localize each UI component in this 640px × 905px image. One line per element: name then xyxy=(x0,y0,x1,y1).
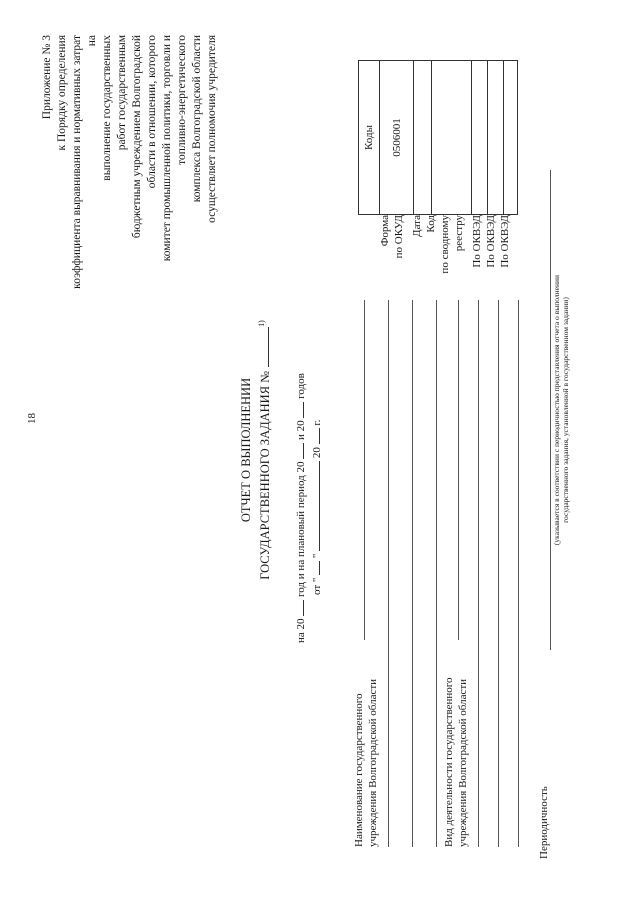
note-line: (указывается в соответствии с периодичностью представления отчета о выполнении xyxy=(552,274,561,546)
registry-label: Код xyxy=(425,215,437,233)
okved-cell-1[interactable] xyxy=(471,61,487,214)
form-code-cell: 0506001 xyxy=(379,61,413,214)
appendix-line: выполнение государственных xyxy=(101,35,113,181)
field-label: Наименование государственного xyxy=(353,693,365,847)
date-text: " xyxy=(311,553,323,559)
appendix-line: области в отношении, которого xyxy=(146,35,158,189)
period-text: на 20 xyxy=(295,618,307,643)
appendix-line: к Порядку определения xyxy=(56,35,68,151)
okved-label: По ОКВЭД xyxy=(499,215,511,268)
field-label: учреждения Волгоградской области xyxy=(367,678,379,847)
year-blank[interactable] xyxy=(303,402,304,418)
appendix-block xyxy=(40,35,220,295)
appendix-line: Приложение № 3 xyxy=(41,35,53,120)
footnote-marker: 1) xyxy=(257,320,266,327)
okved-cell-2[interactable] xyxy=(487,61,503,214)
appendix-line: комплекса Волгоградской области xyxy=(191,35,203,203)
period-text: год и на плановый период 20 xyxy=(295,461,307,597)
period-text: и 20 xyxy=(295,420,307,440)
field-label: Вид деятельности государственного xyxy=(443,677,455,847)
periodicity-label: Периодичность xyxy=(538,786,550,859)
date-text: г. xyxy=(311,419,323,426)
date-cell[interactable] xyxy=(413,61,431,214)
field-label: учреждения Волгоградской области xyxy=(457,678,469,847)
codes-header: Коды xyxy=(363,125,375,150)
appendix-line: осуществляет полномочия учредителя xyxy=(206,35,218,223)
task-number-blank[interactable] xyxy=(268,327,269,367)
date-text: 20 xyxy=(311,447,323,459)
date-text: от " xyxy=(311,577,323,595)
input-line[interactable] xyxy=(498,300,499,847)
input-line[interactable] xyxy=(364,300,365,640)
registry-code-cell[interactable] xyxy=(431,61,471,214)
input-line[interactable] xyxy=(458,300,459,640)
reporting-period xyxy=(293,223,325,643)
input-line[interactable] xyxy=(412,300,413,847)
periodicity-input-line[interactable] xyxy=(550,170,551,650)
okved-label: По ОКВЭД xyxy=(485,215,497,268)
title-line-2 xyxy=(254,295,273,605)
month-blank[interactable] xyxy=(319,461,320,551)
form-label: по ОКУД xyxy=(393,215,405,259)
day-blank[interactable] xyxy=(319,561,320,575)
year-blank[interactable] xyxy=(319,428,320,444)
report-title xyxy=(238,295,273,605)
input-line[interactable] xyxy=(436,300,437,847)
period-text: годов xyxy=(295,373,307,399)
title-text: ГОСУДАРСТВЕННОГО ЗАДАНИЯ № xyxy=(258,370,273,580)
year-blank[interactable] xyxy=(303,600,304,616)
okved-cell-3[interactable] xyxy=(503,61,519,214)
registry-label: по сводному xyxy=(439,215,451,274)
registry-label: реестру xyxy=(453,215,465,252)
form-label: Форма xyxy=(379,215,391,247)
date-label: Дата xyxy=(411,215,423,237)
appendix-line: бюджетным учреждением Волгоградской xyxy=(131,35,143,239)
input-line[interactable] xyxy=(388,300,389,847)
input-line[interactable] xyxy=(518,300,519,847)
appendix-line: коэффициента выравнивания и нормативных затрат на xyxy=(71,35,98,289)
okved-label: По ОКВЭД xyxy=(471,215,483,268)
input-line[interactable] xyxy=(478,300,479,847)
page-number: 18 xyxy=(26,413,38,424)
codes-labels xyxy=(378,215,512,293)
appendix-line: комитет промышленной политики, торговли и топливно-энергетического xyxy=(161,35,188,262)
title-line-1: ОТЧЕТ О ВЫПОЛНЕНИИ xyxy=(239,377,253,523)
note-line: государственного задания, установленной в государственном задании) xyxy=(561,297,570,523)
codes-table xyxy=(358,60,518,215)
periodicity-note xyxy=(552,170,570,650)
appendix-line: работ государственным xyxy=(116,35,128,151)
year-blank[interactable] xyxy=(303,443,304,459)
